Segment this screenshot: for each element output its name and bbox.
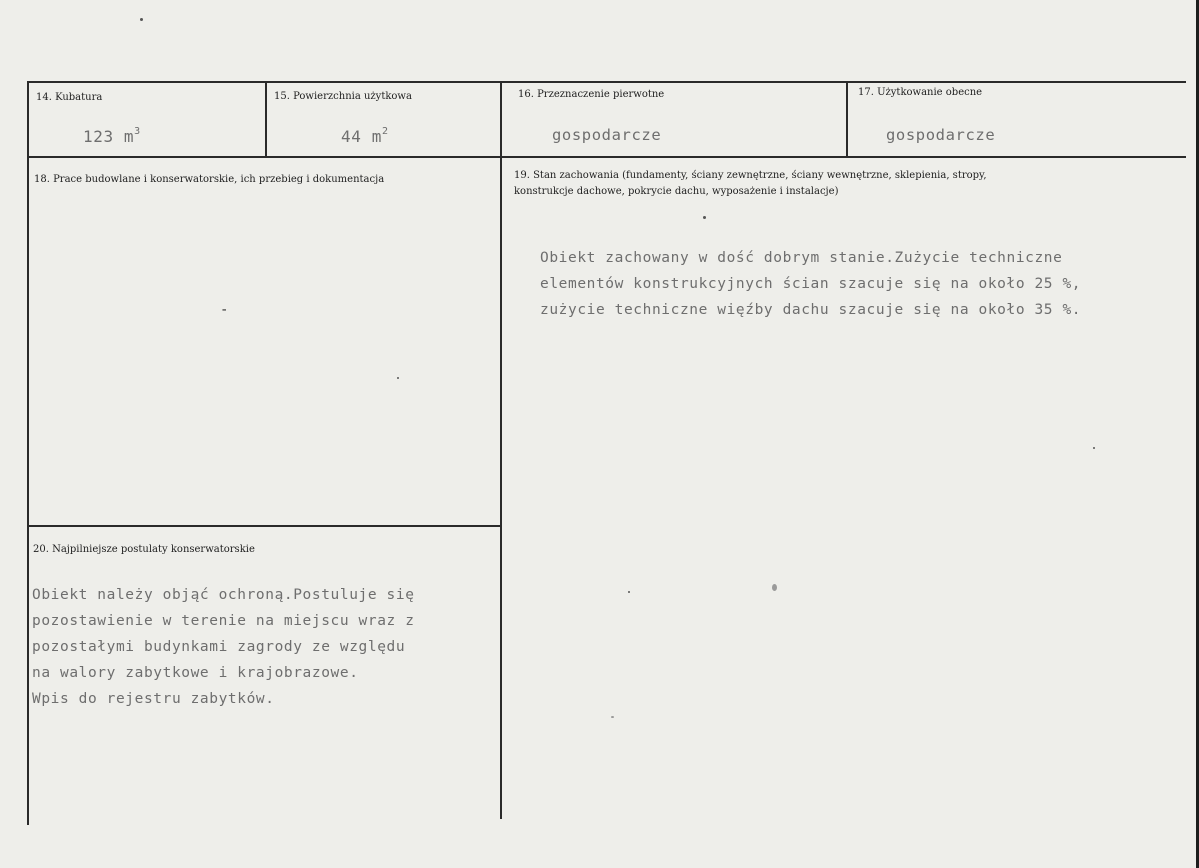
field-20-label: 20. Najpilniejsze postulaty konserwatorskie: [33, 544, 255, 555]
field-19-label-line-2: konstrukcje dachowe, pokrycie dachu, wyposażenie i instalacje): [514, 186, 839, 197]
field-20-text-line-3: pozostałymi budynkami zagrody ze względu: [32, 639, 406, 655]
field-15-value-text: 44 m: [341, 127, 382, 146]
paper-speck: [140, 18, 143, 21]
field-20-text-line-2: pozostawienie w terenie na miejscu wraz z: [32, 613, 415, 629]
divider-14-15: [265, 81, 267, 157]
field-14-label: 14. Kubatura: [36, 92, 103, 103]
field-20-text-line-4: na walory zabytkowe i krajobrazowe.: [32, 665, 359, 681]
paper-speck: [1093, 447, 1095, 449]
field-20-text-line-1: Obiekt należy objąć ochroną.Postuluje się: [32, 587, 415, 603]
field-15-label: 15. Powierzchnia użytkowa: [274, 91, 412, 102]
section20-rule: [27, 525, 500, 527]
paper-speck: [611, 716, 614, 718]
field-17-value: gospodarcze: [886, 126, 996, 144]
field-19-text-line-3: zużycie techniczne więźby dachu szacuje się na około 35 %.: [540, 302, 1082, 318]
paper-speck: [397, 377, 399, 379]
field-20-text-line-5: Wpis do rejestru zabytków.: [32, 691, 275, 707]
paper-speck: [703, 216, 706, 219]
left-border: [27, 81, 29, 825]
field-19-text-line-2: elementów konstrukcyjnych ścian szacuje się na około 25 %,: [540, 276, 1082, 292]
field-19-text-line-1: Obiekt zachowany w dość dobrym stanie.Zużycie techniczne: [540, 250, 1063, 266]
field-15-value: [341, 127, 389, 146]
row1-rule: [27, 156, 1186, 158]
field-14-value: [83, 127, 141, 146]
field-14-exponent: 3: [134, 126, 141, 137]
field-18-label: 18. Prace budowlane i konserwatorskie, ich przebieg i dokumentacja: [34, 174, 385, 185]
paper-speck: [628, 591, 630, 593]
top-rule: [27, 81, 1186, 83]
divider-main: [500, 81, 502, 819]
field-15-exponent: 2: [381, 126, 389, 137]
field-19-label-line-1: 19. Stan zachowania (fundamenty, ściany zewnętrzne, ściany wewnętrzne, sklepienia, stropy,: [514, 170, 987, 181]
divider-16-17: [846, 81, 848, 157]
paper-speck: [772, 584, 777, 591]
field-16-value: gospodarcze: [552, 126, 662, 144]
field-17-label: 17. Użytkowanie obecne: [858, 87, 983, 98]
field-18-value: -: [220, 302, 230, 318]
field-16-label: 16. Przeznaczenie pierwotne: [518, 89, 665, 100]
field-14-value-text: 123 m: [83, 127, 135, 146]
